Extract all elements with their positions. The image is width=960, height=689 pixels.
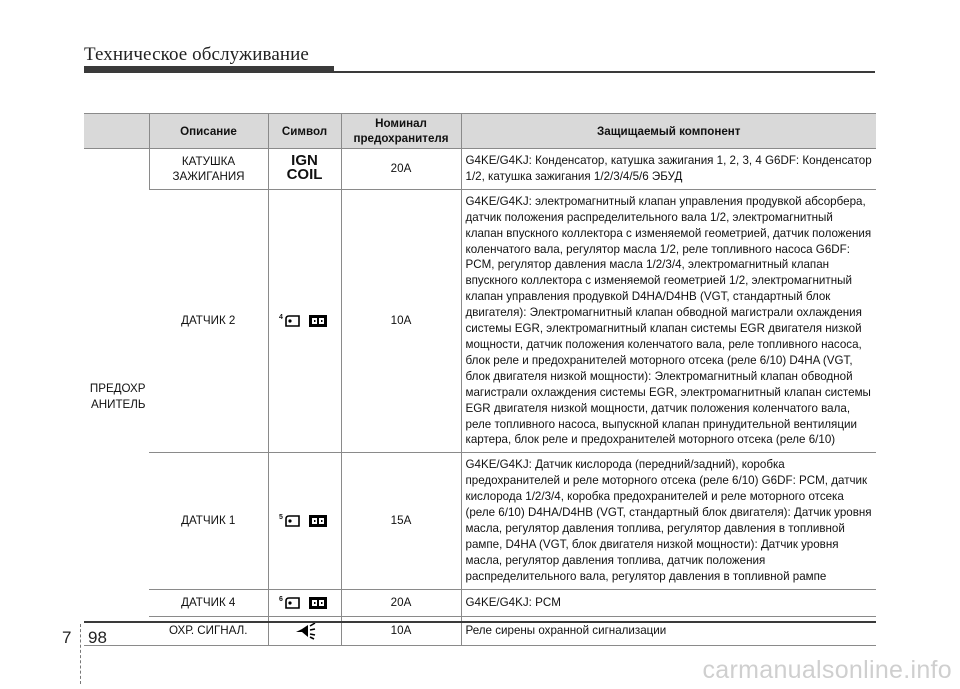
- fuse-rating: 10A: [341, 616, 461, 645]
- fuse-rating: 10A: [341, 189, 461, 453]
- fuse-table: [84, 113, 876, 646]
- fuse-component: G4KE/G4KJ: электромагнитный клапан управления продувкой абсорбера, датчик положения распределительного вала 1/2, электромагнитный клапан впускного коллектора с изменяемой геометрией, датчик положения коленчатого вала, регулятор масла 1/2, реле топливного насоса G6DF: PCM, регулятор давления масла 1/2/3/4, электромагнитный клапан впускного коллектора с изменяемой геометрией 1/2, электромагнитный клапан управления продувкой D4HA/D4HB (VGT, стандартный блок двигателя): Электромагнитный клапан обводной магистрали охлаждения системы EGR, электромагнитный клапан системы EGR двигателя низкой мощности, датчик положения коленчатого вала, реле топливного насоса, блок реле и предохранителей моторного отсека (реле 6/10) D4HA (VGT, блок двигателя низкой мощности): Электромагнитный клапан обводной магистрали охлаждения системы EGR, электромагнитный клапан системы EGR двигателя низкой мощности, датчик положения коленчатого вала, реле топливного насоса, выпускной клапан принудительной вентиляции картера, блок реле и предохранителей моторного отсека (реле 6/10): [461, 189, 876, 453]
- fuse-rating: 15A: [341, 453, 461, 589]
- sensor-icon: [284, 595, 330, 611]
- fuse-symbol: [268, 589, 341, 616]
- fuse-symbol-number: 5: [279, 513, 283, 521]
- watermark: carmanualsonline.info: [702, 656, 952, 684]
- horn-icon: [293, 622, 317, 640]
- page-header-title: Техническое обслуживание: [84, 44, 309, 65]
- fuse-description: [149, 149, 268, 190]
- ign-coil-symbol-line-2: COIL: [286, 165, 323, 183]
- header-rule-thin: [334, 71, 875, 73]
- fuse-description: ДАТЧИК 1: [149, 453, 268, 589]
- fuse-component: G4KE/G4KJ: Конденсатор, катушка зажигания 1, 2, 3, 4 G6DF: Конденсатор 1/2, катушка зажигания 1/2/3/4/5/6 ЭБУД: [461, 149, 876, 190]
- column-header-description: Описание: [149, 114, 268, 149]
- fuse-description-line-1: КАТУШКА: [181, 154, 236, 168]
- table-row: [84, 589, 876, 616]
- fuse-rating: 20A: [341, 589, 461, 616]
- fuse-rating: 20A: [341, 149, 461, 190]
- table-header-row: [84, 114, 876, 149]
- ign-coil-symbol: [286, 151, 323, 183]
- table-row: [84, 453, 876, 589]
- fuse-location-line-2: АНИТЕЛЬ: [91, 397, 146, 411]
- fuse-description: ДАТЧИК 4: [149, 589, 268, 616]
- column-header-symbol: Символ: [268, 114, 341, 149]
- fuse-description: ДАТЧИК 2: [149, 189, 268, 453]
- fuse-symbol: [268, 189, 341, 453]
- column-header-rating: Номинал предохранителя: [341, 114, 461, 149]
- table-row: [84, 189, 876, 453]
- table-row: [84, 149, 876, 190]
- footer-rule: [84, 621, 876, 623]
- header-rule-thick: [84, 66, 334, 73]
- fuse-location-line-1: ПРЕДОХР: [89, 381, 146, 395]
- fuse-symbol: [268, 149, 341, 190]
- footer-divider: [80, 624, 81, 684]
- fuse-location-cell: [84, 149, 149, 646]
- sensor-icon: [284, 513, 330, 529]
- column-header-location: [84, 114, 149, 149]
- chapter-number: 7: [62, 628, 72, 647]
- fuse-component: G4KE/G4KJ: Датчик кислорода (передний/задний), коробка предохранителей и реле моторного отсека (реле 6/10) G6DF: PCM, датчик кислорода 1/2/3/4, коробка предохранителей и реле моторного отсека (реле 6/10) D4HA/D4HB (VGT, стандартный блок двигателя): Датчик уровня масла, регулятор давления топлива, регулятор давления в топливной рампе, D4HA (VGT, блок двигателя низкой мощности): Датчик уровня масла, регулятор давления топлива, датчик положения распределительного вала, регулятор давления в топливной рампе: [461, 453, 876, 589]
- sensor-icon: [284, 313, 330, 329]
- ign-coil-symbol-line-1: IGN: [291, 151, 318, 169]
- page-number: 98: [88, 628, 107, 647]
- fuse-symbol-number: 4: [279, 314, 283, 322]
- fuse-component: Реле сирены охранной сигнализации: [461, 616, 876, 645]
- fuse-description-line-2: ЗАЖИГАНИЯ: [172, 169, 245, 183]
- fuse-component: G4KE/G4KJ: PCM: [461, 589, 876, 616]
- fuse-symbol-number: 6: [279, 595, 283, 603]
- fuse-symbol: [268, 453, 341, 589]
- fuse-description: ОХР. СИГНАЛ.: [149, 616, 268, 645]
- column-header-component: Защищаемый компонент: [461, 114, 876, 149]
